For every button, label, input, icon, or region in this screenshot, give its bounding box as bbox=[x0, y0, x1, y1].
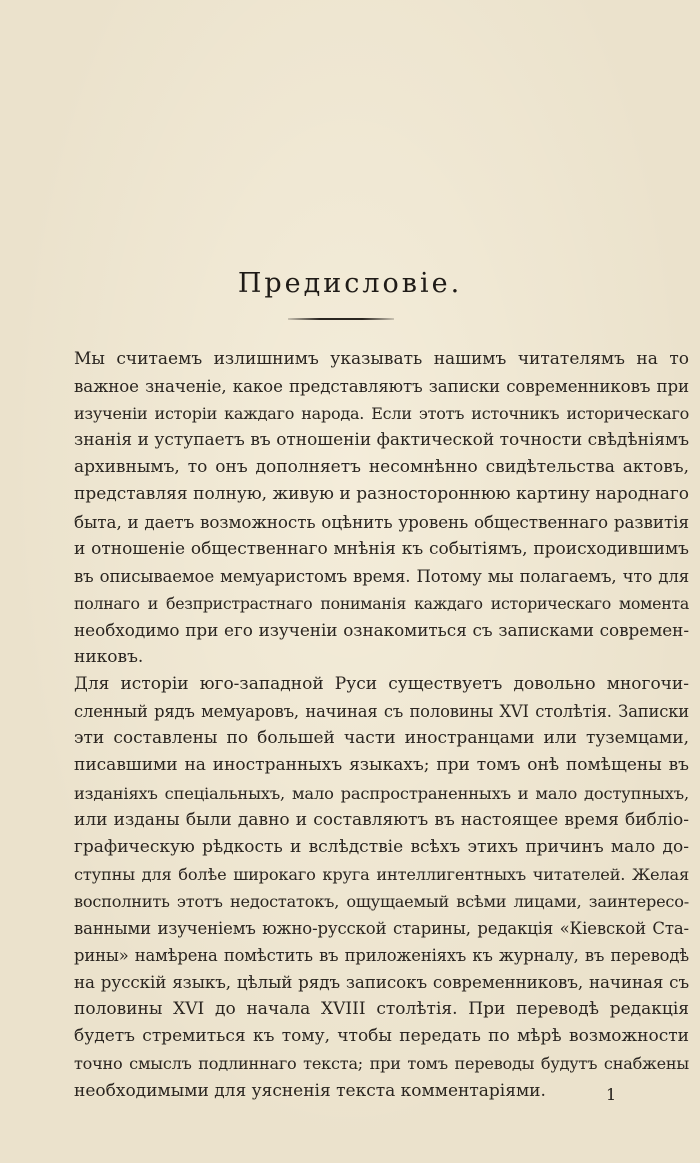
text-line: знанія и уступаетъ въ отношеніи фактической точности свѣдѣніямъ bbox=[74, 430, 689, 451]
text-line: графическую рѣдкость и вслѣдствіе всѣхъ этихъ причинъ мало до- bbox=[74, 836, 689, 857]
text-line: Мы считаемъ излишнимъ указывать нашимъ читателямъ на то bbox=[74, 349, 689, 369]
text-line: будетъ стремиться къ тому, чтобы передать по мѣрѣ возможности bbox=[74, 1026, 689, 1047]
paragraph-2 bbox=[74, 671, 689, 1105]
text-line: и отношеніе общественнаго мнѣнія къ событіямъ, происходившимъ bbox=[74, 538, 689, 559]
text-line: или изданы были давно и составляютъ въ настоящее время библіо- bbox=[74, 809, 689, 830]
page-number: 1 bbox=[606, 1085, 617, 1104]
text-line: изученіи исторіи каждаго народа. Если этотъ источникъ историческаго bbox=[74, 404, 689, 424]
text-line: быта, и даетъ возможность оцѣнить уровень общественнаго развитія bbox=[74, 511, 689, 532]
text-line: изданіяхъ спеціальныхъ, мало распространенныхъ и мало доступныхъ, bbox=[74, 783, 689, 803]
title-divider bbox=[288, 318, 394, 320]
text-line: необходимыми для уясненія текста комментаріями. bbox=[74, 1080, 546, 1101]
text-line: писавшими на иностранныхъ языкахъ; при томъ онѣ помѣщены въ bbox=[74, 755, 689, 776]
text-line: ступны для болѣе широкаго круга интеллигентныхъ читателей. Желая bbox=[74, 864, 689, 884]
text-line: ванными изученіемъ южно-русской старины, редакція «Кіевской Ста- bbox=[74, 918, 689, 938]
preface-body bbox=[74, 346, 689, 1105]
text-line: представляя полную, живую и разностороннюю картину народнаго bbox=[74, 484, 689, 505]
text-line: половины XVI до начала XVIII столѣтія. При переводѣ редакція bbox=[74, 999, 689, 1020]
text-line: на русскій языкъ, цѣлый рядъ записокъ современниковъ, начиная съ bbox=[74, 972, 689, 993]
paragraph-1 bbox=[74, 346, 689, 671]
text-line: никовъ. bbox=[74, 647, 144, 668]
text-line: Для исторіи юго-западной Руси существуетъ довольно многочи- bbox=[74, 674, 689, 695]
text-line: рины» намѣрена помѣстить въ приложеніяхъ къ журналу, въ переводѣ bbox=[74, 946, 689, 966]
text-line: полнаго и безпристрастнаго пониманія каждаго историческаго момента bbox=[74, 593, 689, 613]
text-line: въ описываемое мемуаристомъ время. Потому мы полагаемъ, что для bbox=[74, 566, 689, 586]
text-line: эти составлены по большей части иностранцами или туземцами, bbox=[74, 728, 689, 749]
text-line: сленный рядъ мемуаровъ, начиная съ половины XVI столѣтія. Записки bbox=[74, 702, 689, 722]
text-line: важное значеніе, какое представляютъ записки современниковъ при bbox=[74, 377, 689, 397]
text-line: архивнымъ, то онъ дополняетъ несомнѣнно свидѣтельства актовъ, bbox=[74, 457, 689, 478]
text-line: восполнить этотъ недостатокъ, ощущаемый всѣми лицами, заинтересо- bbox=[74, 891, 689, 911]
page-title: Предисловіе. bbox=[237, 268, 463, 299]
text-line: необходимо при его изученіи ознакомиться съ записками современ- bbox=[74, 619, 689, 640]
text-line: точно смыслъ подлиннаго текста; при томъ переводы будутъ снабжены bbox=[74, 1054, 689, 1074]
